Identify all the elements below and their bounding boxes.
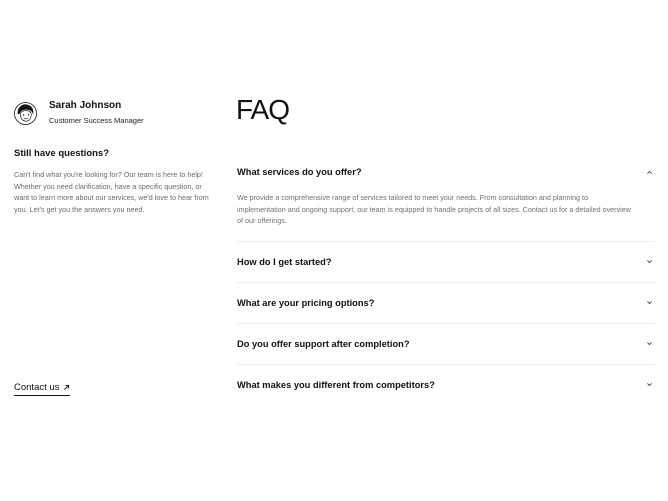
faq-question-toggle[interactable] [237,324,655,364]
avatar [14,102,37,125]
profile-name: Sarah Johnson [49,100,122,111]
profile-text [49,98,144,126]
faq-answer: We provide a comprehensive range of services tailored to meet your needs. From consultation and planning to implementation and ongoing support, our team is equipped to handle projects of all sizes. Contact us for a detailed overview of our offerings. [237,193,631,225]
faq-item [237,324,655,365]
arrow-up-right-icon [63,384,70,391]
profile-role: Customer Success Manager [49,116,144,125]
contact-us-link[interactable] [14,382,70,396]
sidebar-body: Can't find what you're looking for? Our team is here to help! Whether you need clarification, have a specific question, or want to learn more about our services, we'd love to hear from you. Let's get you the answers you need. [14,170,209,214]
faq-question-toggle[interactable] [237,365,655,405]
sidebar [14,98,214,398]
page-title: FAQ [236,94,290,125]
chevron-up-icon [646,169,653,176]
faq-question-toggle[interactable] [237,160,655,184]
chevron-down-icon [646,381,653,388]
faq-question: What makes you different from competitors? [237,379,435,390]
faq-question-toggle[interactable] [237,283,655,323]
chevron-down-icon [646,258,653,265]
sidebar-heading: Still have questions? [14,148,110,159]
faq-question-toggle[interactable] [237,242,655,282]
faq-question: What services do you offer? [237,167,362,177]
faq-question: Do you offer support after completion? [237,338,410,349]
faq-question: How do I get started? [237,256,332,267]
faq-item [237,283,655,324]
faq-item [237,365,655,405]
faq-question: What are your pricing options? [237,297,375,308]
chevron-down-icon [646,340,653,347]
faq-list [237,160,655,405]
faq-item [237,160,655,242]
chevron-down-icon [646,299,653,306]
faq-item [237,242,655,283]
contact-us-label: Contact us [14,382,60,393]
profile-card [14,98,214,126]
